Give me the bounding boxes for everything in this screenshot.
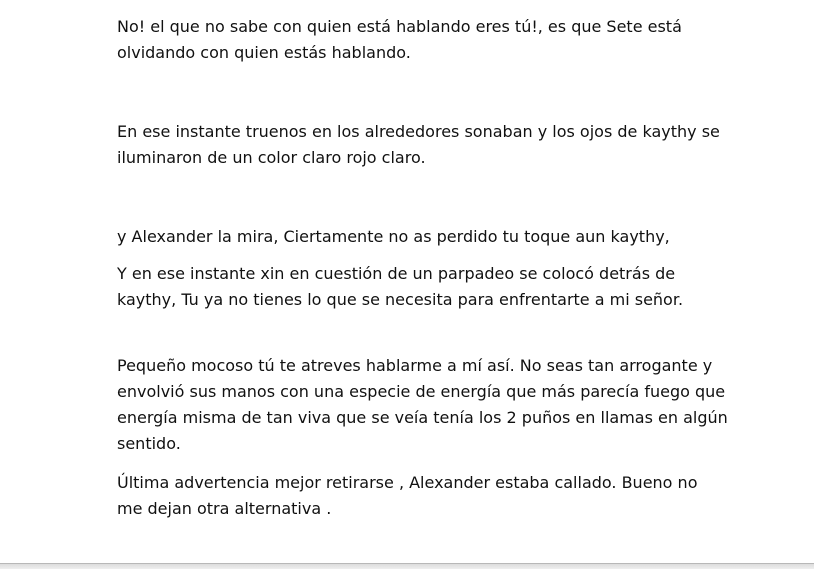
paragraph-line: energía misma de tan viva que se veía tenía los 2 puños en llamas en algún <box>117 408 728 427</box>
paragraph-3 <box>117 224 717 250</box>
paragraph-line: iluminaron de un color claro rojo claro. <box>117 148 426 167</box>
paragraph-6 <box>117 470 717 522</box>
paragraph-5 <box>117 353 728 457</box>
paragraph-2 <box>117 119 720 171</box>
paragraph-line: olvidando con quien estás hablando. <box>117 43 411 62</box>
paragraph-line: Y en ese instante xin en cuestión de un parpadeo se colocó detrás de <box>117 264 676 283</box>
paragraph-line: y Alexander la mira, Ciertamente no as perdido tu toque aun kaythy, <box>117 227 670 246</box>
paragraph-line: Última advertencia mejor retirarse , Alexander estaba callado. Bueno no <box>117 473 698 492</box>
paragraph-line: kaythy, Tu ya no tienes lo que se necesita para enfrentarte a mi señor. <box>117 290 684 309</box>
paragraph-line: No! el que no sabe con quien está hablando eres tú!, es que Sete está <box>117 17 682 36</box>
paragraph-line: envolvió sus manos con una especie de energía que más parecía fuego que <box>117 382 726 401</box>
paragraph-line: Pequeño mocoso tú te atreves hablarme a mí así. No seas tan arrogante y <box>117 356 713 375</box>
paragraph-line: En ese instante truenos en los alrededores sonaban y los ojos de kaythy se <box>117 122 720 141</box>
paragraph-4 <box>117 261 717 313</box>
paragraph-1 <box>117 14 717 66</box>
paragraph-line: sentido. <box>117 434 181 453</box>
paragraph-line: me dejan otra alternativa . <box>117 499 332 518</box>
page-bottom-edge <box>0 563 814 569</box>
